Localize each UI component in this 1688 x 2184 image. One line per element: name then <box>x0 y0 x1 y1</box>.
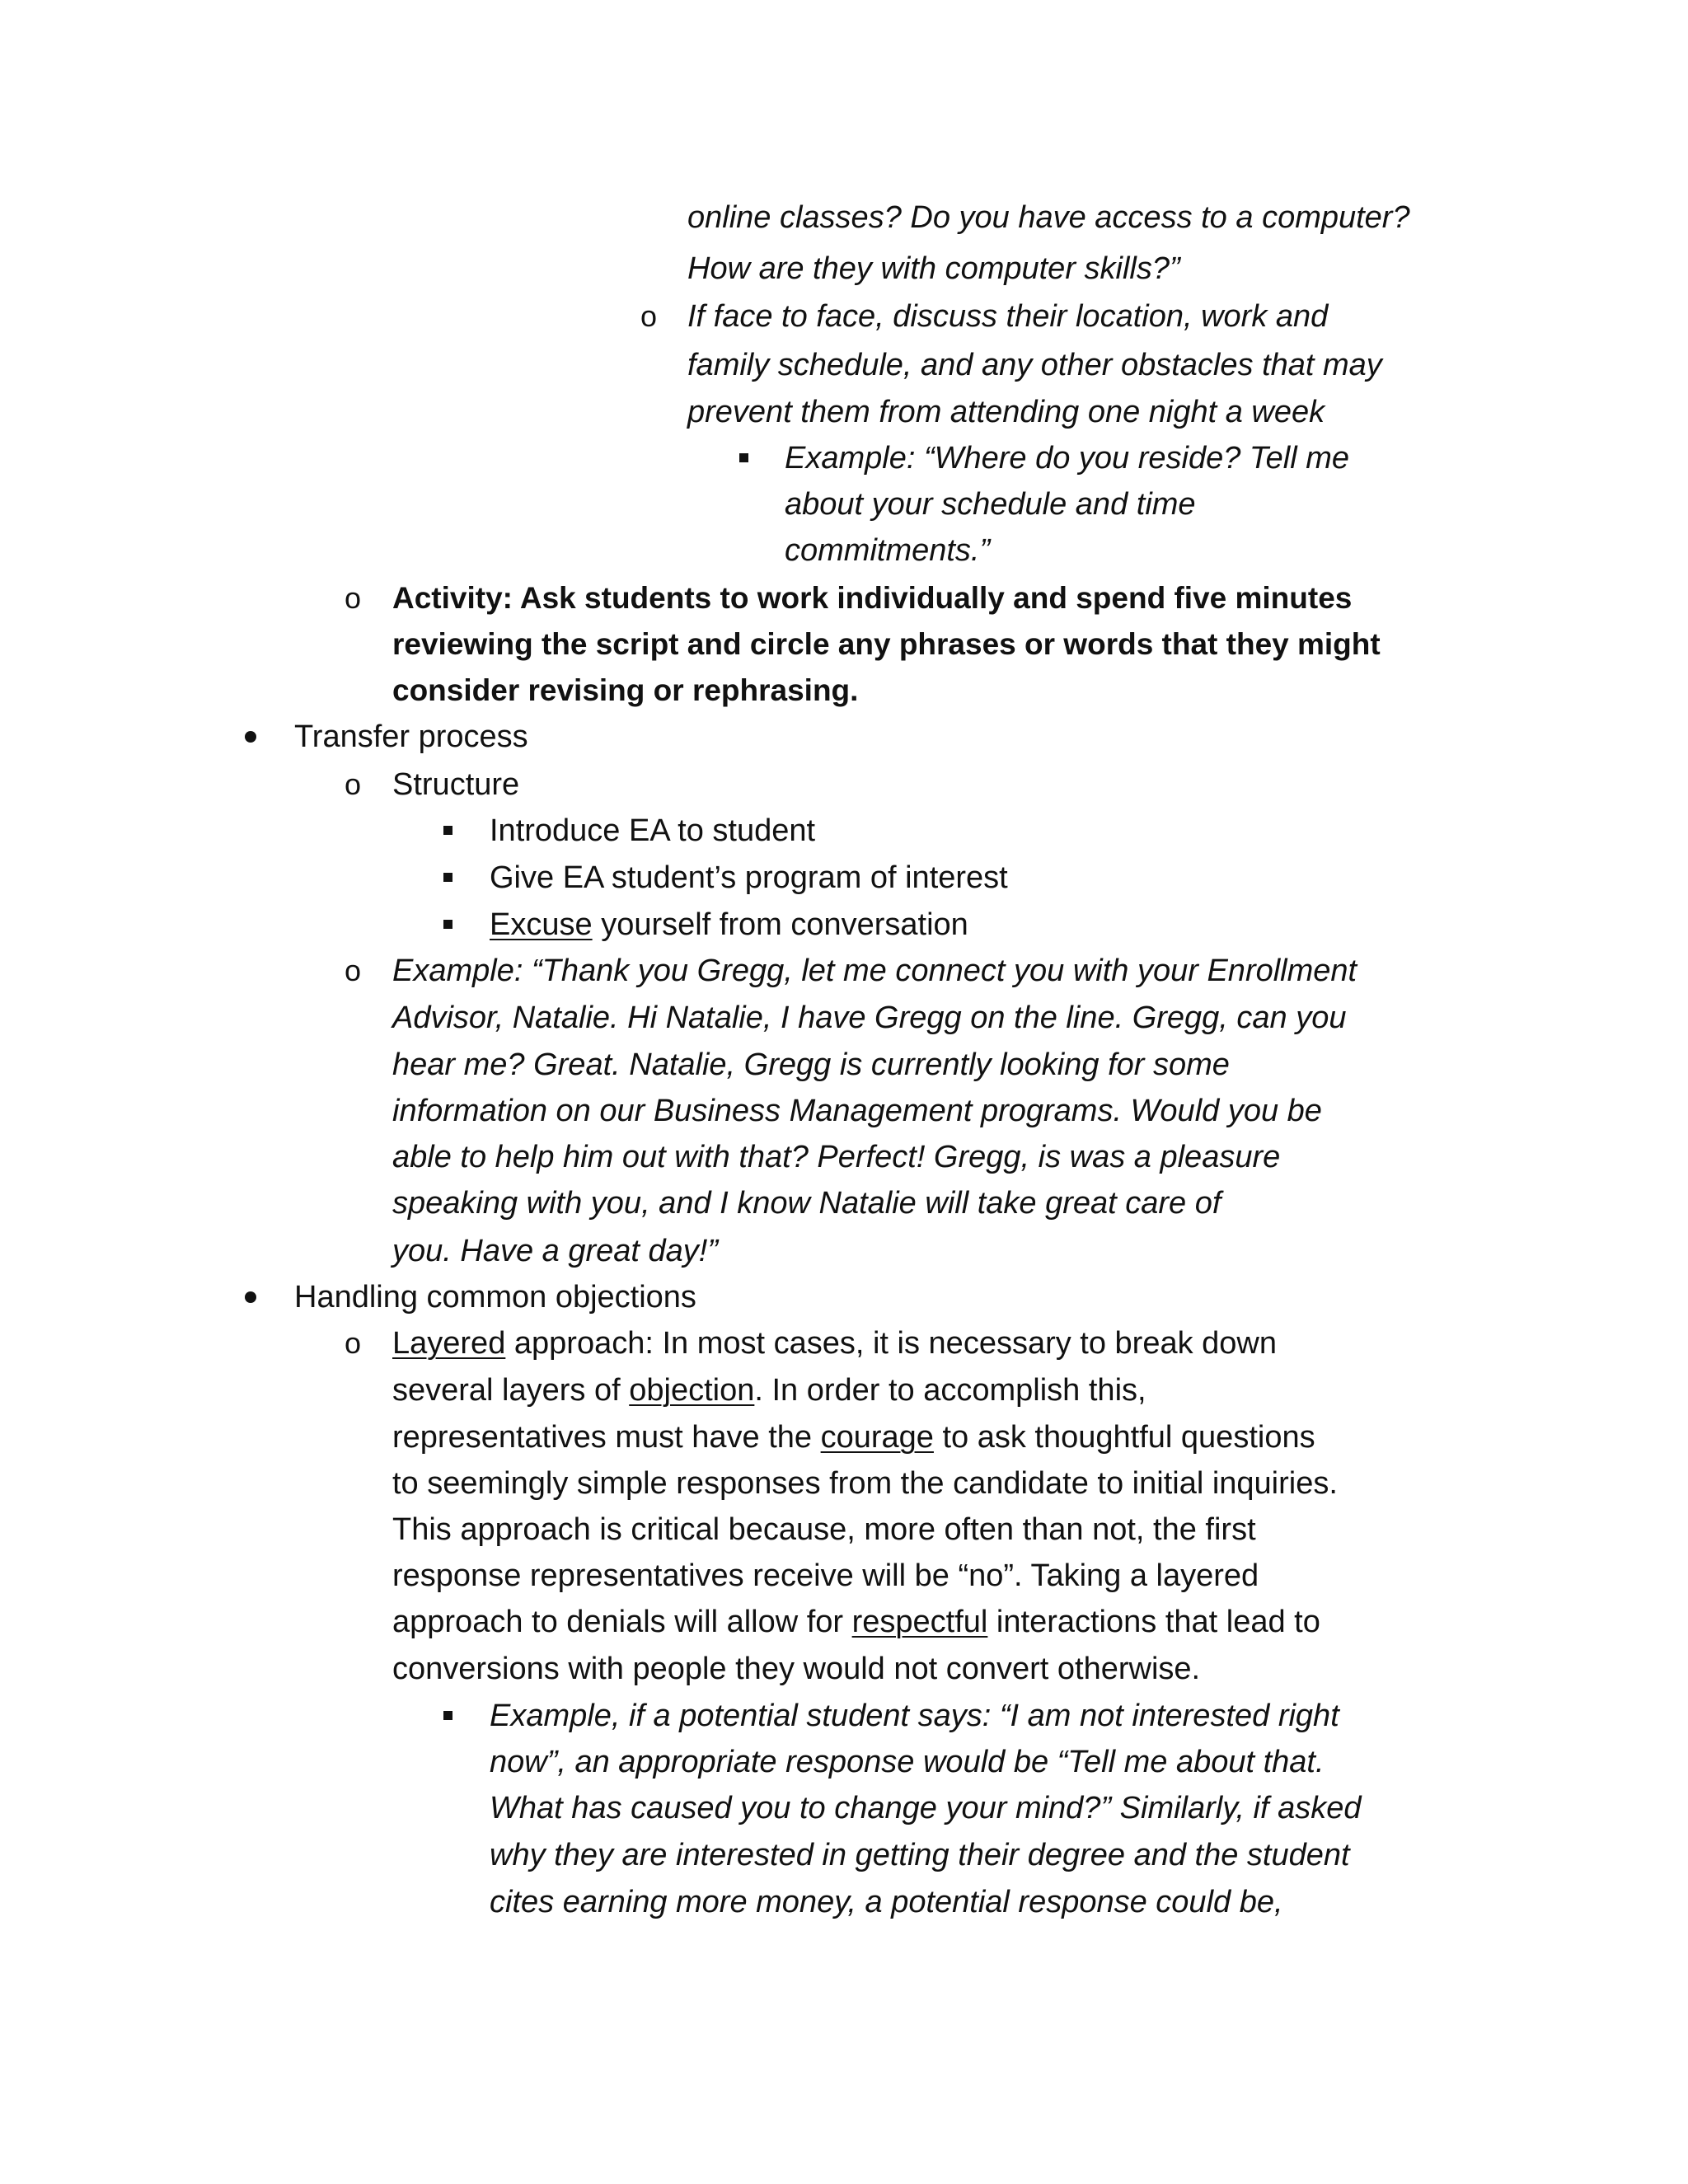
text-line: hear me? Great. Natalie, Gregg is currently looking for some <box>392 1047 1230 1082</box>
text-line: Example, if a potential student says: “I am not interested right <box>490 1699 1339 1733</box>
text-line: Example: “Thank you Gregg, let me connect you with your Enrollment <box>392 954 1357 988</box>
section-heading: Transfer process <box>294 719 528 754</box>
text-line: able to help him out with that? Perfect! Gregg, is was a pleasure <box>392 1140 1281 1174</box>
text-line: cites earning more money, a potential response could be, <box>490 1885 1283 1919</box>
text-line: speaking with you, and I know Natalie will take great care of <box>392 1186 1221 1221</box>
square-bullet-icon <box>739 453 748 462</box>
text-line: commitments.” <box>785 533 991 568</box>
square-bullet-icon <box>443 873 452 882</box>
text-line: What has caused you to change your mind?” Similarly, if asked <box>490 1791 1362 1825</box>
square-bullet-icon <box>443 1711 452 1720</box>
text-line: Advisor, Natalie. Hi Natalie, I have Gregg on the line. Gregg, can you <box>392 1001 1347 1035</box>
text-line: conversions with people they would not convert otherwise. <box>392 1652 1201 1686</box>
text-line: online classes? Do you have access to a computer? <box>687 200 1410 235</box>
text-line: This approach is critical because, more often than not, the first <box>392 1512 1256 1547</box>
underlined-word: courage <box>820 1420 934 1455</box>
text-line: If face to face, discuss their location, work and <box>687 299 1329 334</box>
text-line: information on our Business Management programs. Would you be <box>392 1094 1322 1128</box>
text-line: response representatives receive will be “no”. Taking a layered <box>392 1558 1259 1593</box>
underlined-word: Layered <box>392 1326 506 1361</box>
activity-text: reviewing the script and circle any phrases or words that they might <box>392 627 1381 661</box>
text-line: now”, an appropriate response would be “Tell me about that. <box>490 1745 1325 1779</box>
text-line: family schedule, and any other obstacles that may <box>687 348 1382 382</box>
text-line: approach to denials will allow for respectful interactions that lead to <box>392 1605 1320 1639</box>
text-line: several layers of objection. In order to accomplish this, <box>392 1373 1146 1408</box>
text-line: Introduce EA to student <box>490 813 816 848</box>
text-line: why they are interested in getting their degree and the student <box>490 1838 1350 1872</box>
text-line: you. Have a great day!” <box>392 1234 718 1268</box>
text-line: Excuse yourself from conversation <box>490 907 968 942</box>
circle-bullet-icon: o <box>345 1326 362 1360</box>
text-line: Example: “Where do you reside? Tell me <box>785 441 1350 476</box>
circle-bullet-icon: o <box>640 299 658 333</box>
activity-text: consider revising or rephrasing. <box>392 673 859 707</box>
circle-bullet-icon: o <box>345 767 362 801</box>
circle-bullet-icon: o <box>345 954 362 987</box>
text-line: to seemingly simple responses from the candidate to initial inquiries. <box>392 1466 1338 1501</box>
text-line: representatives must have the courage to ask thoughtful questions <box>392 1420 1315 1455</box>
text-line: How are they with computer skills?” <box>687 251 1180 286</box>
underlined-word: respectful <box>851 1605 988 1639</box>
text-line: Give EA student’s program of interest <box>490 860 1008 895</box>
section-heading: Handling common objections <box>294 1280 696 1315</box>
underlined-word: objection <box>629 1373 755 1408</box>
disc-bullet-icon <box>245 1291 256 1303</box>
text-line: prevent them from attending one night a week <box>687 395 1325 429</box>
circle-bullet-icon: o <box>345 581 362 615</box>
square-bullet-icon <box>443 920 452 929</box>
underlined-word: Excuse <box>490 907 593 942</box>
activity-text: Activity: Ask students to work individually and spend five minutes <box>392 581 1353 615</box>
text-line: about your schedule and time <box>785 487 1196 522</box>
disc-bullet-icon <box>245 731 256 743</box>
square-bullet-icon <box>443 826 452 835</box>
text-line: Layered approach: In most cases, it is necessary to break down <box>392 1326 1278 1361</box>
text-line: Structure <box>392 767 520 802</box>
